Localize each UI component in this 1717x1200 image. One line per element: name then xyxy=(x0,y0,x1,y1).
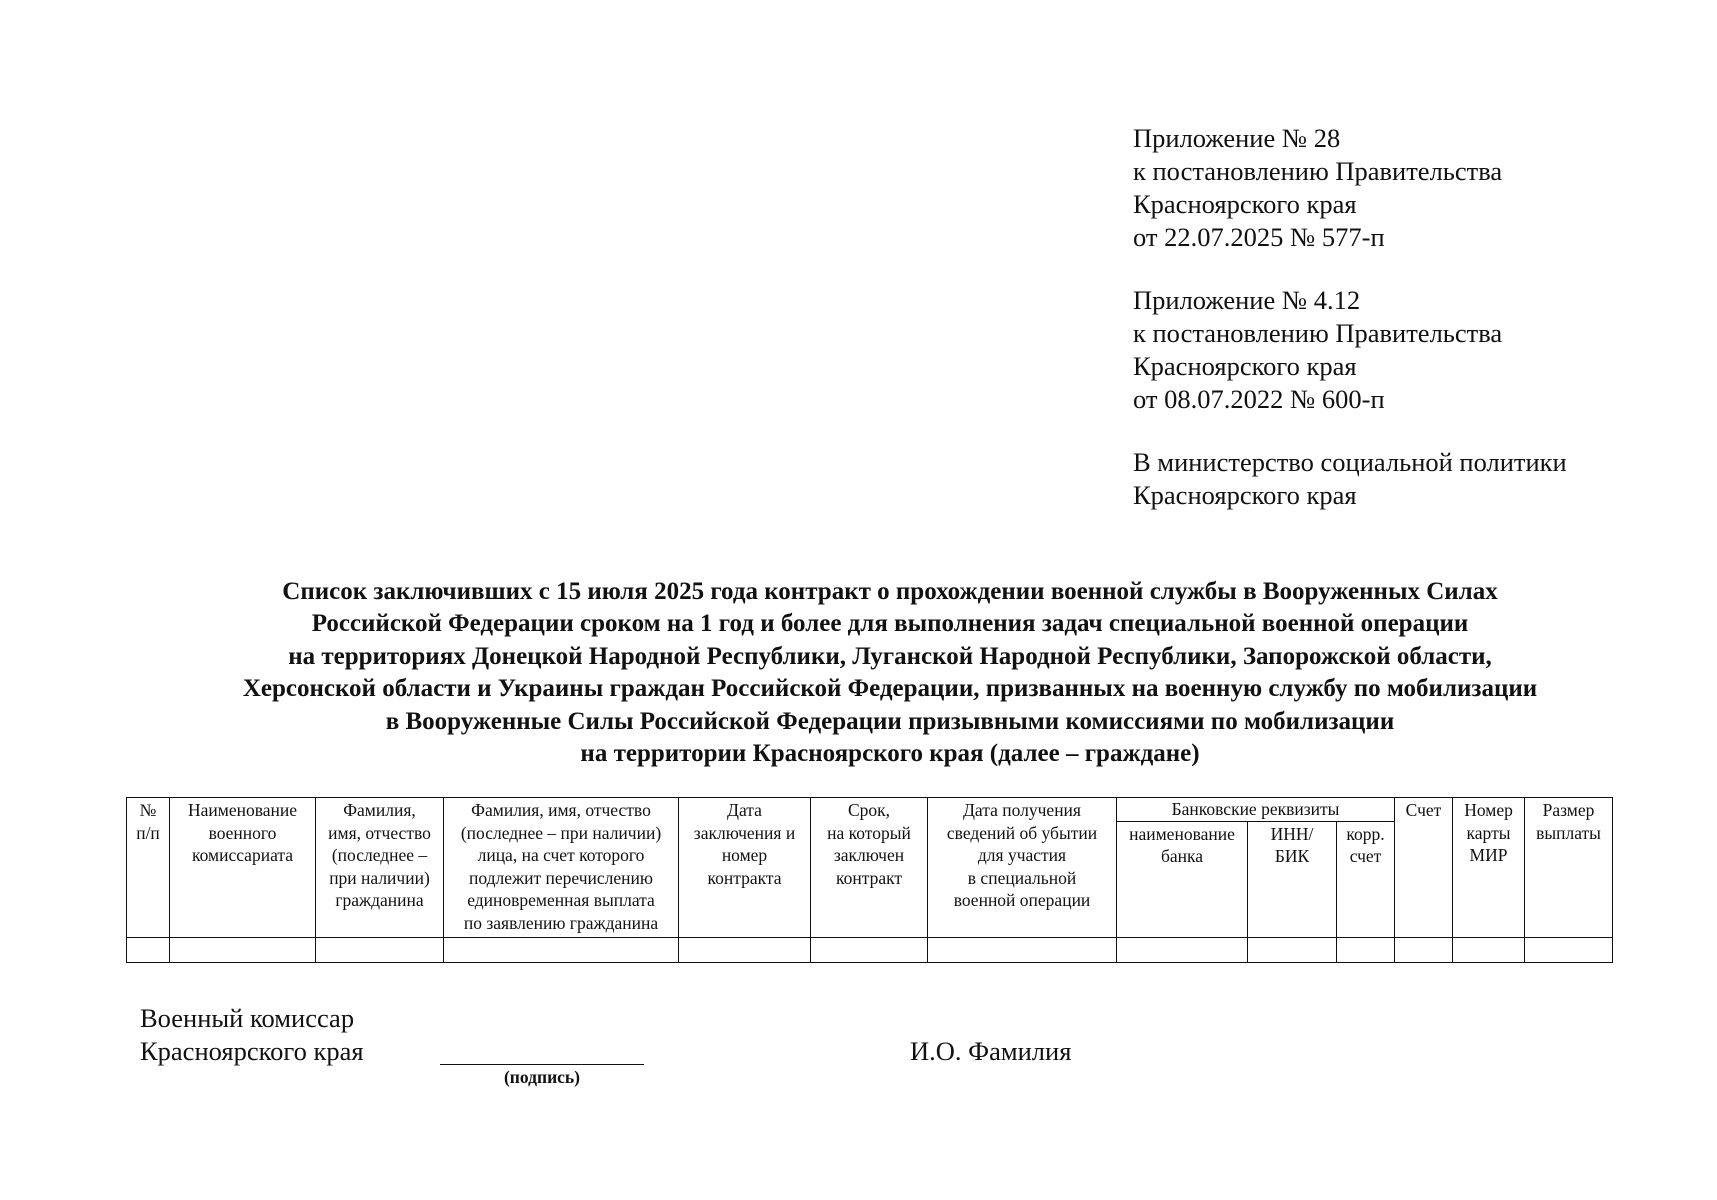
table-cell xyxy=(1337,937,1395,962)
signer-position-line2: Красноярского края xyxy=(140,1036,364,1066)
table-cell xyxy=(444,937,679,962)
header-number: № п/п xyxy=(127,798,170,938)
appendix-28-region: Красноярского края xyxy=(1133,189,1357,219)
appendix-412-number: Приложение № 4.12 xyxy=(1133,285,1361,315)
appendix-28-block xyxy=(1133,122,1502,254)
title-line: в Вооруженные Силы Российской Федерации призывными комиссиями по мобилизации xyxy=(385,707,1395,735)
header-corr-account: корр. счет xyxy=(1337,821,1395,937)
header-bank-details: Банковские реквизиты xyxy=(1117,798,1395,822)
table-cell xyxy=(679,937,811,962)
header-amount: Размер выплаты xyxy=(1525,798,1613,938)
signature-caption: (подпись) xyxy=(503,1067,581,1087)
document-title xyxy=(60,576,1717,770)
header-citizen-name: Фамилия, имя, отчество (последнее – при наличии) гражданина xyxy=(316,798,444,938)
table-cell xyxy=(170,937,316,962)
signature-line xyxy=(440,1064,644,1065)
appendix-28-decree: к постановлению Правительства xyxy=(1133,156,1503,186)
citizens-table xyxy=(126,797,1613,963)
header-loss-date: Дата получения сведений об убытии для участия в специальной военной операции xyxy=(928,798,1117,938)
table-cell xyxy=(811,937,928,962)
table-cell xyxy=(1525,937,1613,962)
table-cell xyxy=(1395,937,1453,962)
addressee-ministry: В министерство социальной политики xyxy=(1133,447,1567,477)
table-cell xyxy=(1117,937,1248,962)
table-cell xyxy=(316,937,444,962)
header-mir-card: Номер карты МИР xyxy=(1453,798,1525,938)
header-recipient-name: Фамилия, имя, отчество (последнее – при наличии) лица, на счет которого подлежит перечислению единовременная выплата по заявлению гражданина xyxy=(444,798,679,938)
appendix-28-number: Приложение № 28 xyxy=(1133,123,1341,153)
appendix-412-block xyxy=(1133,284,1502,416)
title-line: Список заключивших с 15 июля 2025 года контракт о прохождении военной службы в Вооруженных Силах xyxy=(282,578,1498,605)
addressee-region: Красноярского края xyxy=(1133,480,1357,510)
signer-name: И.О. Фамилия xyxy=(910,1036,1072,1066)
header-bank-name: наименование банка xyxy=(1117,821,1248,937)
table-cell xyxy=(1453,937,1525,962)
signature-position xyxy=(140,1002,364,1068)
table-cell xyxy=(928,937,1117,962)
header-contract-term: Срок, на который заключен контракт xyxy=(811,798,928,938)
signer-position-line1: Военный комиссар xyxy=(140,1003,355,1033)
table-cell xyxy=(1248,937,1337,962)
title-line: Российской Федерации сроком на 1 год и более для выполнения задач специальной военной операции xyxy=(311,610,1469,638)
header-inn-bik: ИНН/ БИК xyxy=(1248,821,1337,937)
addressee-block xyxy=(1133,446,1567,512)
appendix-412-region: Красноярского края xyxy=(1133,351,1357,381)
header-commissariat: Наименование военного комиссариата xyxy=(170,798,316,938)
table-row xyxy=(127,937,1613,962)
table-cell xyxy=(127,937,170,962)
header-account: Счет xyxy=(1395,798,1453,938)
appendix-28-date: от 22.07.2025 № 577-п xyxy=(1133,222,1385,252)
table-header-row xyxy=(127,798,1613,822)
title-line: на территории Красноярского края (далее – граждане) xyxy=(580,740,1200,768)
appendix-412-date: от 08.07.2022 № 600-п xyxy=(1133,384,1385,414)
title-line: на территориях Донецкой Народной Республики, Луганской Народной Республики, Запорожской области, xyxy=(288,642,1492,670)
header-contract-date: Дата заключения и номер контракта xyxy=(679,798,811,938)
appendix-412-decree: к постановлению Правительства xyxy=(1133,318,1503,348)
title-line: Херсонской области и Украины граждан Российской Федерации, призванных на военную службу по мобилизации xyxy=(242,675,1538,703)
